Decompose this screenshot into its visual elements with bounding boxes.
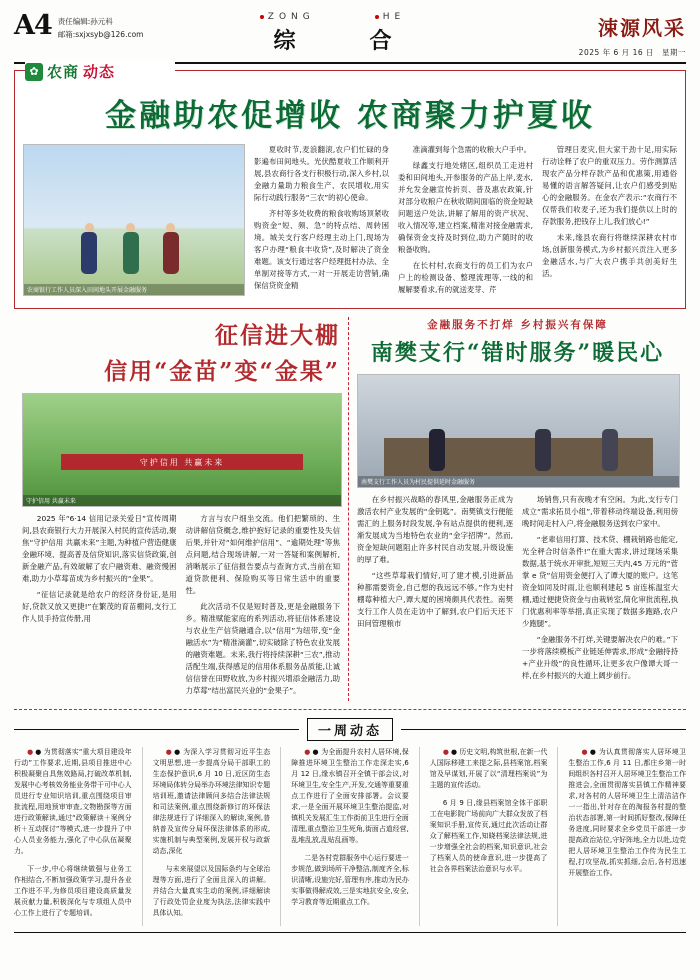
section-pinyin bbox=[164, 12, 501, 22]
photo-figure bbox=[429, 429, 445, 471]
bullet-icon: ● bbox=[581, 747, 588, 756]
editor-line: 责任编辑:孙元科 bbox=[57, 17, 113, 26]
paragraph: “金融服务不打烊,关键要解决农户的难。”下一步将落续模板产业链延伸需求,形成“金融持持+产业升级”的良性循环,让更多农户像谭大哥一样,在乡村振兴的大道上阔步前行。 bbox=[522, 634, 678, 680]
rule-right bbox=[401, 729, 686, 730]
photo-figure bbox=[163, 232, 179, 274]
footer-rule bbox=[14, 932, 686, 933]
feature-left-column-1 bbox=[22, 513, 177, 701]
list-item bbox=[568, 747, 686, 880]
feature-left-title-line1: 征信进大棚 bbox=[215, 321, 340, 349]
page-number: A4 bbox=[14, 10, 52, 41]
badge-text-green: 农商 bbox=[47, 63, 80, 81]
photo-figure bbox=[602, 429, 618, 471]
paragraph: 方言与农户细坐交流。他们把繁琐的、生动讲解信贷概念,维护抱好记录的重要性及失信后果,并针对“如何维护信用”、“逾期处理”等焦点问题,结合现场讲解,一对一答疑和案例解析,消晰展示了征信报告要点与查询方式,当前在知道贷款便利、保险购买等日常生活中的重要性。 bbox=[185, 513, 340, 595]
weekly-header bbox=[14, 718, 686, 741]
weekly-column-3 bbox=[291, 747, 409, 927]
weekly-column-5 bbox=[568, 747, 686, 927]
photo-figure bbox=[81, 232, 97, 274]
paragraph: 未来,缘县农商行将继续深耕农村市场,创新服务模式,为乡村振兴贡注入更多金融活水,与广大农户携手共创美好生活。 bbox=[542, 232, 677, 278]
bullet-icon: ● bbox=[27, 747, 34, 756]
list-item bbox=[291, 853, 409, 908]
list-item bbox=[14, 747, 132, 857]
photo-banner: 守护信用 共赢未来 bbox=[61, 454, 303, 470]
feature-left-column-2 bbox=[186, 513, 341, 701]
list-item bbox=[430, 798, 548, 875]
masthead-right bbox=[501, 12, 686, 58]
feature-left bbox=[14, 317, 349, 701]
paragraph: 在长村村,农商支行的员工们为农户户上的检测设备、整理流理等,一线的和履解要看求,有的就送麦芽、芹 bbox=[398, 260, 533, 294]
feature-right-kicker: 金融服务不打烊 乡村振兴有保障 bbox=[427, 318, 608, 331]
masthead-center bbox=[164, 12, 501, 55]
masthead-credits bbox=[58, 12, 144, 41]
feature-right-photo bbox=[357, 374, 680, 488]
pinyin-right: HE bbox=[375, 12, 405, 22]
masthead-left bbox=[14, 12, 164, 41]
lead-column-2 bbox=[398, 144, 533, 300]
bullet-icon: ● bbox=[304, 747, 311, 756]
lead-column-3 bbox=[542, 144, 677, 300]
paragraph: 绿鑫支行地处辖区,组织员工走进村委和田间地头,开参服务的产品上岸,麦水,并允发金融宣传折页、普及惠农政策,针对部分收粮户在秋收期间面临的资金短缺问题送户处法,讲解了解用的资产状况、收入情况等,建立档案,精准对接金融需求,确保资金支持及时到位,助力产随时的收粮备收购。 bbox=[398, 160, 533, 254]
feature-left-photo-caption: 守护信用 共赢未来 bbox=[23, 495, 341, 506]
paragraph: ● ● 为全面提升农村人居环境,保障推进环境卫生整治工作走深走实,6 月 12 日,缘水镇召开全镇干部会议,对环境卫生,安全生产,开发,交通等重要重点工作进行了全面安排部署。会议要求,一是全面开展环境卫生整治提监,对镇机关发展汇生工作街前卫生进行全面清理,重点整治卫生死角,街面占道经营,乱堆乱放,乱贴乱画等。 bbox=[291, 747, 409, 844]
paragraph: 此次活动不仅是短时普及,更是金融服务下乡。精准赋能家庭的系列活动,将征信体系建设与农业生产信贷融通合,以“信用”为纽带,变“金融活水”为“精准滴灌”,切实破除了特色农业发展的融资难题。未来,我行将持续深耕“三农”,推动活配生端,获得感足的信用体系服务品质能,让诚信信誉在田野收放,为乡村振兴增添金融活力,助力草莓“结出富民兴业的“金果子”。 bbox=[185, 601, 340, 695]
list-item bbox=[153, 864, 271, 919]
list-item bbox=[153, 747, 271, 857]
paragraph: 二是各村党群服务中心运行要进一步规范,做到场所干净整洁,制度齐全,标识清晰,设施完好,管理有序,推动为民办实事做得解成效,三是实地抗安全,安全,学习教育等近期重点工作。 bbox=[291, 854, 409, 907]
leaf-icon: ✿ bbox=[25, 63, 43, 81]
weekly-column-2 bbox=[153, 747, 271, 927]
divider bbox=[14, 709, 686, 710]
photo-figure bbox=[123, 232, 139, 274]
paragraph: 准滴灌到每个急需的收粮大户手中。 bbox=[412, 145, 532, 154]
paragraph: 与未来展望以及国际条约与全球治理等方面,进行了全面且深入的讲解。并结合大量真实生动的案例,详细解读了行政处罚企业度为执法,法律实践中具体认知。 bbox=[152, 865, 271, 918]
lead-story-box bbox=[14, 63, 686, 309]
feature-right bbox=[349, 317, 686, 701]
paper-name: 涑源风采 bbox=[598, 16, 686, 40]
paragraph: ● ● 为深入学习贯彻习近平生态文明思想,进一步提高分局干部职工的生态保护意识,6 月 10 日,近区防生态环境局体转分局举办环境法律知识专题培训班,邀请法律顾问多结合法律法规和司法案例,重点围绕新修订的环保法律法规进行了详细深入的解读,案例,普纳普及宣传分局环保法律体系的形成,实施机制与典型案例,发展开权与政新动态,深化 bbox=[152, 747, 271, 855]
paragraph: 2025 年“6·14 信用记录关爱日”宣传周期间,县农商银行大力开展深入村民的宣传活动,聚焦“守护信用 共赢未来”主题,为种植户营造健康金融环境、提高普及信贷知识,落实信贷政策,创新金融产品,有效破解了农户融资难、融资慢困难,助力小草莓苗成为乡村振兴的“金果”。 bbox=[22, 513, 177, 583]
paragraph: “征信记录就是给农户的经济身份证,是用好,贷款又放又更捷!”在繁茂的育苗棚间,支行工作人员手持宣传册,用 bbox=[22, 589, 177, 623]
pinyin-left: ZONG bbox=[260, 12, 315, 22]
paragraph: ● ● 历史文明,构筑世根,在新一代人国际移建工来提之际,县档案馆,档案馆及早谋划,开展了以“清理档案说”为主题的宣传活动。 bbox=[429, 747, 548, 789]
paragraph: 6 月 9 日,缘县档案馆全体干部职工在电影院广场前向广大群众发放了档案知识手册,宣传页,通过此次活动让群众了解档案工作,知晓档案法律法规,进一步增强全社会的档案,知识意识,社会了档案人员的使命意识,进一步提高了社会各界档案法治意识与水平。 bbox=[429, 798, 548, 874]
list-item bbox=[430, 747, 548, 791]
photo-scene bbox=[23, 394, 341, 506]
feature-right-column-1 bbox=[357, 494, 513, 686]
paragraph: ● ● 为贯彻落实“重大项目建设年行动”工作要求,近期,县项目推进中心积极凝聚自具焦效路局,打破改革机制,发展中心考核效务能业务带干可中心人员进行专业知识培训,重点围绕项目审批流程,用地预审审查,文物勘探等方面进行政策解读,通过“政策解读＋案例分析＋互动探讨”等模式,进一步提升了中心人员业务能力,强化了中心队伍凝聚力。 bbox=[14, 747, 132, 855]
paragraph: 齐村等多处收费的粮食收购场顶紧收购资金“短、频、急”的特点结、周转困境。城关支行客户经理主动上门,现场为客户办理“粮食丰收贷”,及时解决了资金难题。该支行通过客户经理挺村办法、全单制对接等方式,一对一开展走访营销,确保信贷资金精 bbox=[254, 208, 389, 290]
weekly-grid bbox=[14, 747, 686, 927]
paragraph: 在乡村振兴战略的春风里,金融服务正成为激活农村产业发展的“金钥匙”。南樊镇支行便能需汇的上服务时段发展,争有站点提供的便利,逐渐发展成为当地特色农业的“金字招牌”。然而,资金短缺问题阻止许多村民自动发展,升级设施的厚了难。 bbox=[357, 494, 513, 564]
email-line: 邮箱:sxjxsyb@126.com bbox=[57, 30, 144, 40]
column-divider bbox=[142, 747, 143, 927]
lead-photo-caption: 农商银行工作人员深入田间地头开展金融服务 bbox=[24, 284, 244, 295]
lead-columns bbox=[254, 144, 677, 300]
bullet-icon: ● bbox=[165, 747, 173, 756]
lead-body bbox=[23, 144, 677, 300]
lead-column-1 bbox=[254, 144, 389, 300]
red-dot-icon bbox=[260, 15, 264, 19]
photo-figure-head bbox=[85, 223, 94, 232]
paragraph: ● ● 为认真贯彻落实人居环境卫生整治工作,6 月 11 日,都庄乡第一时间组织各村召开人居环境卫生整治工作推进会,全面贯彻落实县镇工作精神要求,对各村的人居环境卫生上清洁洁作一一指出,针对存在的淘报各村提的整治状态部署,第一时间抓好整改,保障任务进度,同时要求全乡党员干部进一步提高政治站位,守好阵地,全力以赴,边党把人居环境卫生整治工作传为民生工程,打攻坚战,抓实抓细,会后,各村迅速开展整治工作。 bbox=[568, 747, 686, 878]
lead-headline: 金融助农促增收 农商聚力护夏收 bbox=[105, 98, 595, 134]
feature-right-columns bbox=[357, 494, 678, 686]
feature-right-photo-caption: 南樊支行工作人员为村民提供延时金融服务 bbox=[358, 476, 679, 487]
weekly-column-1 bbox=[14, 747, 132, 927]
section-badge bbox=[25, 61, 175, 82]
list-item bbox=[291, 747, 409, 846]
rule-left bbox=[14, 729, 299, 730]
bullet-icon: ● bbox=[442, 747, 449, 756]
paragraph: 管理日麦灾,但大家干劲十足,用实际行动诠释了农户的重双压力。劳作测算活现农产品分样存款产品和优惠策,用通俗易懂的语言解答疑问,让农户们感受到贴心的金融服务。在金农产表示:“农商行不仅帮我们收麦子,还为我们提供以上时的存款服务,把钱存上儿,我们放心!” bbox=[542, 145, 677, 226]
photo-figure bbox=[535, 429, 551, 471]
features-row bbox=[14, 317, 686, 701]
feature-left-title-line2: 信用“金苗”变“金果” bbox=[104, 357, 340, 385]
column-divider bbox=[557, 747, 558, 927]
paragraph: “老辈信用打算、技术贷、棚栽销路也能定,光全秤合时信条件!”在重大需求,讲过现场采集数据,基于统水开审批,短短三天内,45 万元的“菅掌 e 贷”信用资金便打入了谭大厦的账户。这笔资金如同及时雨,让也顺利建起 5 亩连栋温室大棚,通过便捷贷资金与由栽转室,简化审批流程,执门优惠利率等举措,真正实现了数据多跑路,农户少跑腿”。 bbox=[522, 534, 678, 628]
feature-left-columns bbox=[22, 513, 340, 701]
paragraph: 夏收时节,麦浪翻滚,农户们忙碌的身影遍布田间地头。光伏酷夏收工作顺利开展,县农商行各支行积极行动,深入乡村,以金融力量助力粮食生产、农民增收,用实际行动践行服务“三农”的初心使命。 bbox=[254, 145, 389, 202]
badge-text-red: 动态 bbox=[83, 63, 116, 81]
paper-date: 2025 年 6 月 16 日 星期一 bbox=[578, 48, 686, 57]
lead-photo bbox=[23, 144, 245, 296]
feature-left-photo bbox=[22, 393, 342, 507]
column-divider bbox=[419, 747, 420, 927]
paragraph: 场销售,只有夜晚才有空闲。为此,支行专门成立“需求拓员小组”,带着移动终端设备,利用傍晚时间走村入户,将金融服务送到农户家中。 bbox=[522, 494, 678, 528]
photo-figure-head bbox=[166, 223, 175, 232]
feature-right-column-2 bbox=[522, 494, 678, 686]
paragraph: 下一步,中心将继续做强与业务工作相结合,不断加强政策学习,提升各业工作进不平,为修员项目建设高质量发展贡献力量,积极深化与专项组人员中心工作上进行了专题培训。 bbox=[14, 865, 132, 918]
feature-right-title: 南樊支行“错时服务”暖民心 bbox=[370, 339, 665, 366]
weekly-title: 一周动态 bbox=[307, 718, 393, 741]
section-title: 综 合 bbox=[273, 28, 418, 54]
list-item bbox=[14, 864, 132, 919]
red-dot-icon bbox=[375, 15, 379, 19]
weekly-column-4 bbox=[430, 747, 548, 927]
paragraph: “这些草莓栽们情好,可了建才模,引进新品种都需要资金,自己想的我远远不够。”作为史村棚莓种植大户,谭大厦的困境颇具代表性。南樊支行工作人员在走访中了解到,农户们后天还下田问管理粮市 bbox=[357, 570, 513, 628]
column-divider bbox=[280, 747, 281, 927]
masthead bbox=[14, 12, 686, 64]
